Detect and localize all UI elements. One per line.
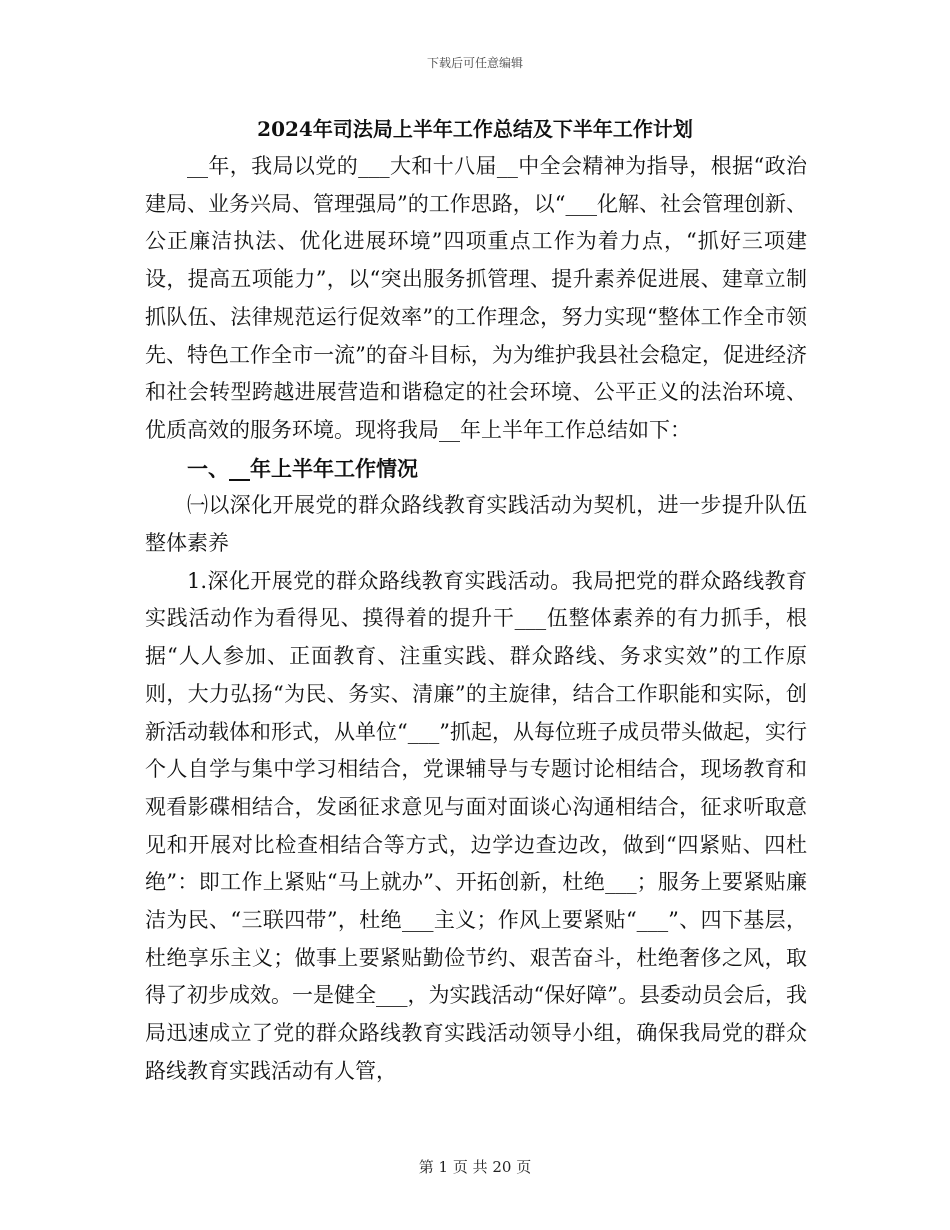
page-header-note: 下载后可任意编辑 <box>426 56 523 70</box>
section-heading: 一、__年上半年工作情况 <box>187 455 418 481</box>
document-title: 2024年司法局上半年工作总结及下半年工作计划 <box>257 117 693 141</box>
intro-paragraph: __年，我局以党的___大和十八届__中全会精神为指导，根据“政治建局、业务兴局、管理强局”的工作思路，以“___化解、社会管理创新、公正廉洁执法、优化进展环境”四项重点工作为着力点，“抓好三项建设，提高五项能力”，以“突出服务抓管理、提升素养促进展、建章立制抓队伍、法律规范运行促效率”的工作理念，努力实现“整体工作全市领先、特色工作全市一流”的奋斗目标，为为维护我县社会稳定，促进经济和社会转型跨越进展营造和谐稳定的社会环境、公平正义的法治环境、优质高效的服务环境。现将我局__年上半年工作总结如下： <box>145 154 807 442</box>
page-number: 第 1 页 共 20 页 <box>418 1158 532 1176</box>
document-body <box>145 148 807 1091</box>
body-paragraph: 1.深化开展党的群众路线教育实践活动。我局把党的群众路线教育实践活动作为看得见、摸得着的提升干___伍整体素养的有力抓手，根据“人人参加、正面教育、注重实践、群众路线、务求实效”的工作原则，大力弘扬“为民、务实、清廉”的主旋律，结合工作职能和实际，创新活动载体和形式，从单位“___”抓起，从每位班子成员带头做起，实行个人自学与集中学习相结合，党课辅导与专题讨论相结合，现场教育和观看影碟相结合，发函征求意见与面对面谈心沟通相结合，征求听取意见和开展对比检查相结合等方式，边学边查边改，做到“四紧贴、四杜绝”：即工作上紧贴“马上就办”、开拓创新，杜绝___；服务上要紧贴廉洁为民、“三联四带”，杜绝___主义；作风上要紧贴“___”、四下基层，杜绝享乐主义；做事上要紧贴勤俭节约、艰苦奋斗，杜绝奢侈之风，取得了初步成效。一是健全___，为实践活动“保好障”。县委动员会后，我局迅速成立了党的群众路线教育实践活动领导小组，确保我局党的群众路线教育实践活动有人管， <box>145 568 807 1083</box>
subsection-heading: ㈠以深化开展党的群众路线教育实践活动为契机，进一步提升队伍整体素养 <box>145 493 807 556</box>
